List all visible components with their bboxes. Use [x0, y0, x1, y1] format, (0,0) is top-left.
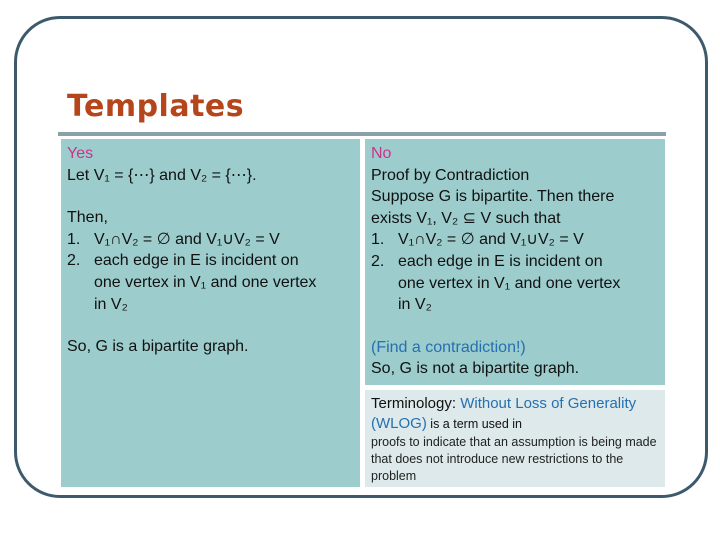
- terminology-tail: is a term used in: [426, 417, 523, 431]
- yes-let-line: [67, 165, 360, 187]
- terminology-label: Terminology:: [371, 395, 461, 412]
- item-number: 1.: [67, 230, 81, 248]
- and-word: and: [159, 166, 186, 184]
- no-line-3: exists V₁, V₂ ⊆ V such that: [371, 209, 561, 227]
- no-line-2: Suppose G is bipartite. Then there: [371, 188, 615, 206]
- title-underline: [58, 132, 666, 136]
- v1-definition: V₁ = {⋯}: [93, 166, 155, 184]
- no-line-1: Proof by Contradiction: [371, 166, 530, 184]
- yes-then: Then,: [67, 209, 108, 227]
- item-2-line-1: each edge in E is incident on: [94, 252, 299, 270]
- yes-item-2-line-2: one vertex in V₁ and one vertex: [94, 273, 317, 291]
- no-hint: (Find a contradiction!): [371, 338, 526, 356]
- slide-title: Templates: [67, 89, 245, 124]
- no-panel: [365, 139, 665, 385]
- terminology-definition: proofs to indicate that an assumption is being made that does not introduce new restrictions to the problem: [371, 435, 657, 483]
- terminology-box: [365, 390, 665, 487]
- let-prefix: Let: [67, 166, 90, 184]
- no-header: No: [371, 145, 392, 162]
- item-2-line-1: each edge in E is incident on: [398, 252, 603, 270]
- terminology-heading: [371, 394, 661, 434]
- yes-panel: [61, 139, 360, 487]
- no-conclusion: So, G is not a bipartite graph.: [371, 360, 580, 378]
- item-number: 2.: [67, 252, 81, 270]
- no-item-2-line-3: in V₂: [398, 296, 432, 314]
- no-item-2: [371, 251, 665, 273]
- yes-item-2: [67, 250, 360, 272]
- yes-item-1: [67, 229, 360, 251]
- item-1-math: V₁∩V₂ = ∅ and V₁∪V₂ = V: [398, 231, 584, 249]
- terminology-term: Without Loss of Generality (WLOG): [371, 395, 637, 432]
- yes-conclusion: So, G is a bipartite graph.: [67, 338, 249, 356]
- v2-definition: V₂ = {⋯}.: [190, 166, 257, 184]
- no-item-2-line-2: one vertex in V₁ and one vertex: [398, 274, 621, 292]
- item-number: 1.: [371, 231, 385, 249]
- item-number: 2.: [371, 252, 385, 270]
- no-item-1: [371, 229, 665, 251]
- item-1-math: V₁∩V₂ = ∅ and V₁∪V₂ = V: [94, 230, 280, 248]
- yes-item-2-line-3: in V₂: [94, 295, 128, 313]
- yes-header: Yes: [67, 145, 94, 162]
